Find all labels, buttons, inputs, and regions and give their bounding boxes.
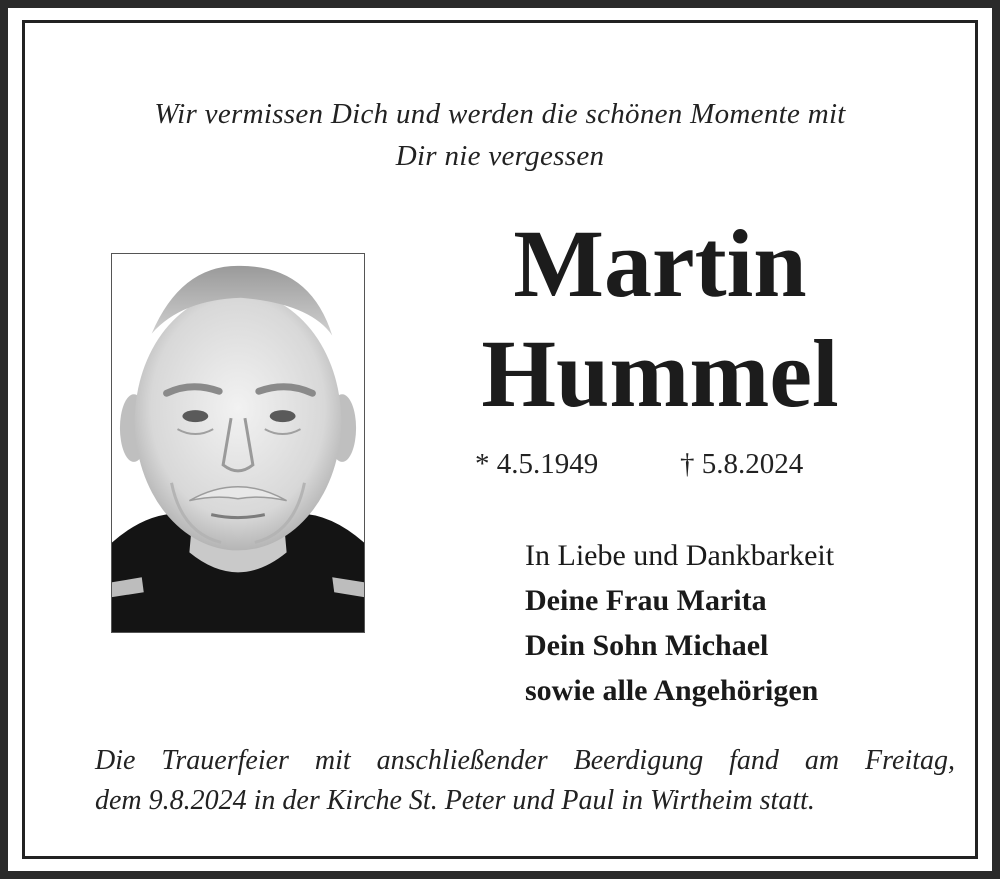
- funeral-line-2: dem 9.8.2024 in der Kirche St. Peter und Paul in Wirtheim statt.: [95, 785, 815, 816]
- mourner-line: Dein Sohn Michael: [525, 629, 769, 662]
- obituary-border: [22, 20, 978, 859]
- mourners-signature: [525, 533, 834, 713]
- motto: [25, 93, 975, 177]
- first-name: Martin: [513, 210, 807, 317]
- death-date: † 5.8.2024: [680, 448, 804, 480]
- birth-date: * 4.5.1949: [475, 448, 599, 480]
- portrait-illustration: [112, 254, 364, 632]
- portrait-photo: [111, 253, 365, 633]
- motto-line-1: Wir vermissen Dich und werden die schönen Momente mit: [154, 98, 846, 130]
- obituary-card: [8, 8, 992, 871]
- mourner-line: Deine Frau Marita: [525, 584, 767, 617]
- last-name: Hummel: [481, 320, 839, 427]
- funeral-line-1: Die Trauerfeier mit anschließender Beerdigung fand am Freitag,: [95, 745, 955, 776]
- motto-line-2: Dir nie vergessen: [395, 140, 605, 172]
- funeral-notice: [95, 741, 955, 821]
- mourner-line: sowie alle Angehörigen: [525, 674, 819, 707]
- mourners-intro: In Liebe und Dankbarkeit: [525, 539, 835, 572]
